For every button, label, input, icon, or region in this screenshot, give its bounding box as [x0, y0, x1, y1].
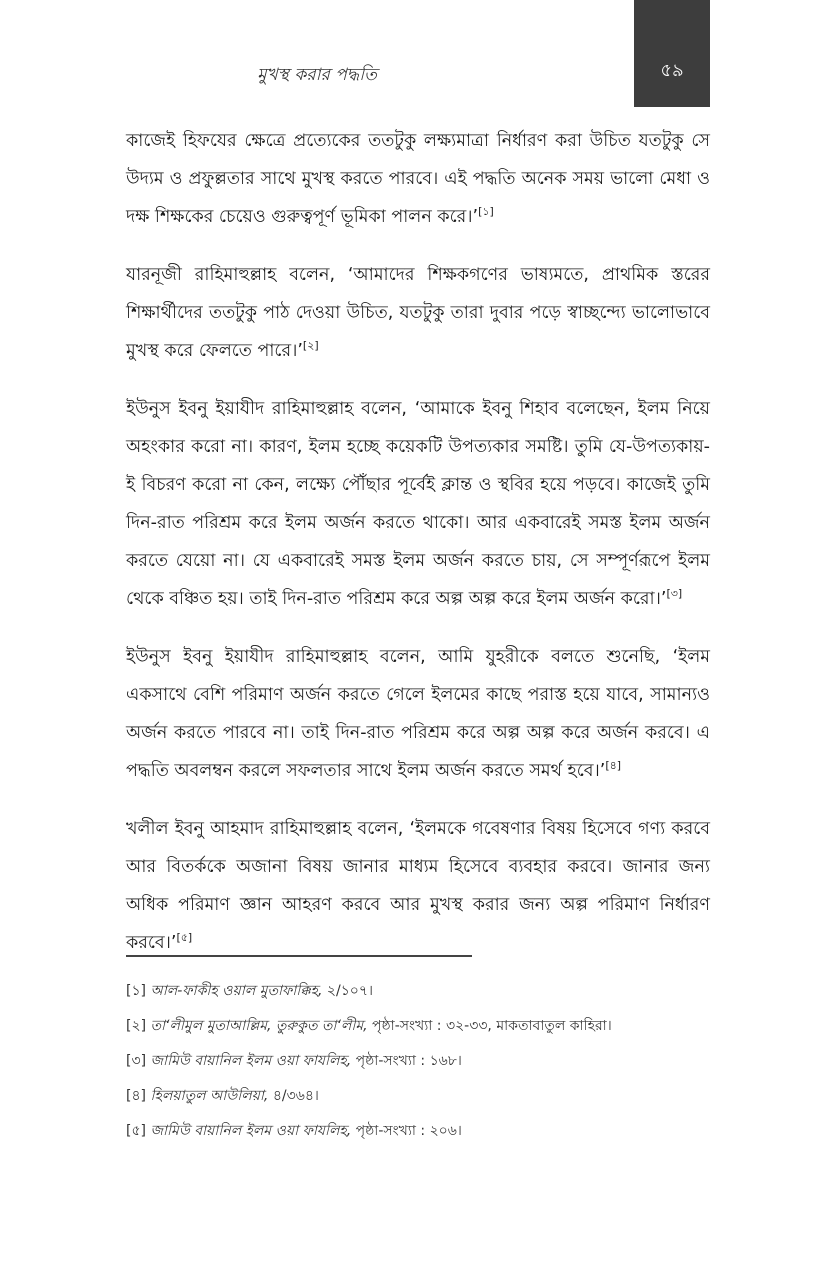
- running-title: মুখস্থ করার পদ্ধতি: [257, 65, 377, 85]
- footnote-source: জামিউ বায়ানিল ইলম ওয়া ফাযলিহ,: [150, 1053, 352, 1069]
- footnote-ref[interactable]: [৩]: [666, 587, 683, 601]
- footnote-ref[interactable]: [৫]: [176, 931, 193, 945]
- paragraph: [126, 638, 710, 790]
- paragraph-text: ইউনুস ইবনু ইয়াযীদ রাহিমাহুল্লাহ বলেন, আমি যুহরীকে বলতে শুনেছি, ‘ইলম একসাথে বেশি পরিমাণ অর্জন করতে গেলে ইলমের কাছে পরাস্ত হয়ে যাবে, সামান্যও অর্জন করতে পারবে না। তাই দিন-রাত পরিশ্রম করে অল্প অল্প করে অর্জন করবে। এ পদ্ধতি অবলম্বন করলে সফলতার সাথে ইলম অর্জন করতে সমর্থ হবে।’: [126, 647, 710, 781]
- paragraph: [126, 256, 710, 370]
- footnote: [126, 1083, 710, 1110]
- footnote: [126, 978, 710, 1005]
- footnote-divider: [126, 955, 472, 957]
- page-number-tab: [634, 0, 710, 107]
- footnote-source: তা‘লীমুল মুতাআল্লিম, তুরুকুত তা‘লীম,: [150, 1018, 368, 1034]
- page-number: ৫৯: [660, 60, 684, 81]
- footnote-number: [১]: [126, 983, 147, 999]
- paragraph: [126, 810, 710, 962]
- footnote-number: [৫]: [126, 1123, 147, 1139]
- body-text: [126, 122, 710, 982]
- footnote: [126, 1013, 710, 1040]
- footnote-source: জামিউ বায়ানিল ইলম ওয়া ফাযলিহ,: [150, 1123, 352, 1139]
- footnote-detail: ২/১০৭।: [322, 983, 373, 999]
- footnote-source: আল-ফাকীহ ওয়াল মুতাফাক্কিহ,: [150, 983, 323, 999]
- footnotes: [126, 978, 710, 1153]
- footnote-number: [২]: [126, 1018, 147, 1034]
- footnote-detail: পৃষ্ঠা-সংখ্যা : ১৬৮।: [351, 1053, 462, 1069]
- paragraph-text: খলীল ইবনু আহমাদ রাহিমাহুল্লাহ বলেন, ‘ইলমকে গবেষণার বিষয় হিসেবে গণ্য করবে আর বিতর্ককে অজানা বিষয় জানার মাধ্যম হিসেবে ব্যবহার করবে। জানার জন্য অধিক পরিমাণ জ্ঞান আহরণ করবে আর মুখস্থ করার জন্য অল্প পরিমাণ নির্ধারণ করবে।’: [126, 819, 710, 953]
- paragraph-text: ইউনুস ইবনু ইয়াযীদ রাহিমাহুল্লাহ বলেন, ‘আমাকে ইবনু শিহাব বলেছেন, ইলম নিয়ে অহংকার করো না। কারণ, ইলম হচ্ছে কয়েকটি উপত্যকার সমষ্টি। তুমি যে-উপত্যকায়-ই বিচরণ করো না কেন, লক্ষ্যে পৌঁছার পূর্বেই ক্লান্ত ও স্থবির হয়ে পড়বে। কাজেই তুমি দিন-রাত পরিশ্রম করে ইলম অর্জন করতে থাকো। আর একবারেই সমস্ত ইলম অর্জন করতে যেয়ো না। যে একবারেই সমস্ত ইলম অর্জন করতে চায়, সে সম্পূর্ণরূপে ইলম থেকে বঞ্চিত হয়। তাই দিন-রাত পরিশ্রম করে অল্প অল্প করে ইলম অর্জন করো।’: [126, 399, 710, 609]
- footnote-number: [৩]: [126, 1053, 147, 1069]
- footnote-number: [৪]: [126, 1088, 147, 1104]
- footnote: [126, 1048, 710, 1075]
- footnote-detail: ৪/৩৬৪।: [268, 1088, 319, 1104]
- footnote-ref[interactable]: [৪]: [605, 759, 622, 773]
- paragraph: [126, 390, 710, 618]
- footnote-ref[interactable]: [২]: [302, 339, 319, 353]
- footnote-detail: পৃষ্ঠা-সংখ্যা : ৩২-৩৩, মাকতাবাতুল কাহিরা।: [367, 1018, 612, 1034]
- paragraph: [126, 122, 710, 236]
- paragraph-text: কাজেই হিফযের ক্ষেত্রে প্রত্যেকের ততটুকু লক্ষ্যমাত্রা নির্ধারণ করা উচিত যতটুকু সে উদ্যম ও প্রফুল্লতার সাথে মুখস্থ করতে পারবে। এই পদ্ধতি অনেক সময় ভালো মেধা ও দক্ষ শিক্ষকের চেয়েও গুরুত্বপূর্ণ ভূমিকা পালন করে।’: [126, 131, 710, 227]
- paragraph-text: যারনূজী রাহিমাহুল্লাহ বলেন, ‘আমাদের শিক্ষকগণের ভাষ্যমতে, প্রাথমিক স্তরের শিক্ষার্থীদের ততটুকু পাঠ দেওয়া উচিত, যতটুকু তারা দুবার পড়ে স্বাচ্ছন্দ্যে ভালোভাবে মুখস্থ করে ফেলতে পারে।’: [126, 265, 710, 361]
- footnote-source: হিলয়াতুল আউলিয়া,: [150, 1088, 269, 1104]
- footnote-ref[interactable]: [১]: [478, 205, 494, 219]
- footnote-detail: পৃষ্ঠা-সংখ্যা : ২০৬।: [351, 1123, 462, 1139]
- footnote: [126, 1118, 710, 1145]
